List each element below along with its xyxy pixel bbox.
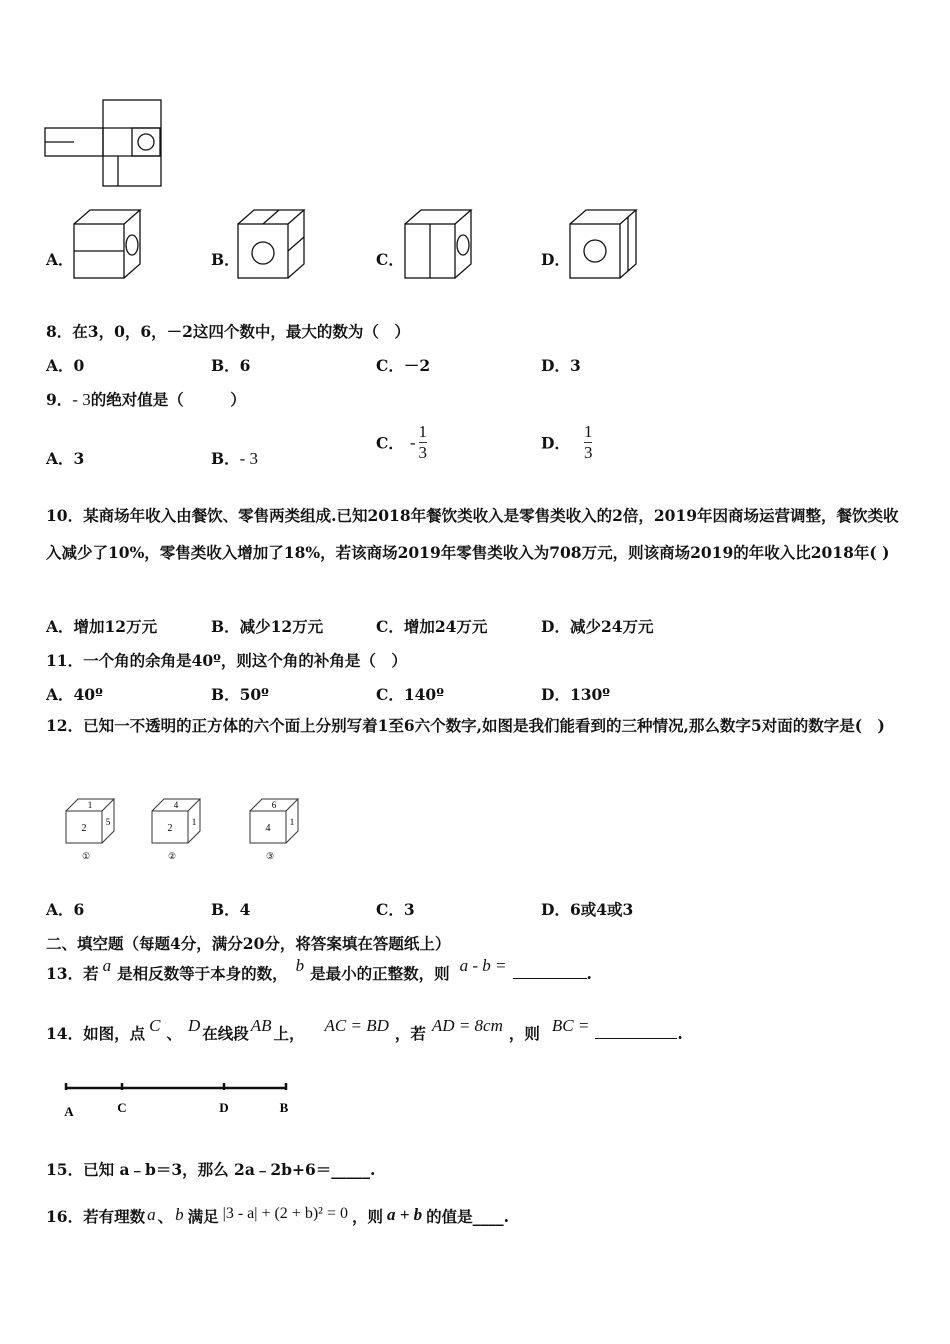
- q7-option-c-cube: [403, 208, 477, 282]
- q9-option-c-fraction: [419, 422, 428, 463]
- q14-answer-blank[interactable]: [595, 1038, 677, 1039]
- q11-option-a: A．40º: [46, 685, 103, 704]
- q9-option-c: [376, 422, 427, 463]
- q9-value: - 3: [72, 390, 91, 409]
- q14-expression-3: BC =: [551, 1016, 590, 1035]
- q13-var-b: b: [295, 956, 305, 975]
- q9-option-d-fraction: [584, 422, 593, 463]
- q8-option-d: D．3: [541, 356, 581, 375]
- q10-option-b: B．减少12万元: [211, 617, 324, 636]
- q12-cube-3-side: 1: [289, 817, 295, 827]
- q13-text-2: 是最小的正整数，则: [310, 964, 450, 983]
- q14-text-3: ，若: [394, 1024, 426, 1043]
- q12-option-a: A．6: [46, 900, 85, 919]
- q11-stem: 11．一个角的余角是40º，则这个角的补角是（ ）: [46, 651, 407, 670]
- q8-option-a: A．0: [46, 356, 85, 375]
- q13-stem: [46, 956, 592, 984]
- q12-cube-2-label: ②: [167, 851, 177, 861]
- q16-equation: |3 - a| + (2 + b)² = 0: [222, 1205, 348, 1222]
- q16-number: 16．若有理数: [46, 1207, 146, 1226]
- q10-option-c: C．增加24万元: [376, 617, 488, 636]
- q8-option-b: B．6: [211, 356, 251, 375]
- q9-option-b-label: B．: [211, 449, 240, 468]
- q9-option-b: [211, 447, 258, 469]
- q7-option-d-label: D．: [541, 250, 570, 269]
- q13-end: .: [586, 964, 592, 983]
- q8-stem: 8．在3，0，6，－2这四个数中，最大的数为（ ）: [46, 322, 410, 341]
- q13-number: 13．若: [46, 964, 99, 983]
- q9-option-d: [541, 422, 592, 463]
- q14-point-a: A: [64, 1104, 74, 1119]
- q14-point-c: C: [117, 1100, 127, 1115]
- q12-cube-1: [64, 797, 124, 863]
- q14-text-1: 在线段: [202, 1024, 249, 1043]
- q13-answer-blank[interactable]: [513, 978, 587, 979]
- q11-option-d: D．130º: [541, 685, 611, 704]
- q12-cube-1-side: 5: [105, 817, 111, 827]
- q14-point-d: D: [219, 1100, 229, 1115]
- q14-var-ab: AB: [250, 1016, 272, 1035]
- q10-option-a: A．增加12万元: [46, 617, 158, 636]
- q12-cube-1-top: 1: [87, 800, 93, 810]
- q16-expression: a + b: [386, 1205, 423, 1224]
- q16-text-2: ，则: [351, 1207, 383, 1226]
- q16-text-3: 的值是____.: [426, 1207, 510, 1226]
- q9-option-c-label: C．: [376, 433, 404, 453]
- q9-option-d-label: D．: [541, 433, 570, 453]
- q11-option-c: C．140º: [376, 685, 444, 704]
- q7-option-d-cube: [568, 208, 642, 282]
- q9-option-d-denominator: 3: [583, 443, 593, 462]
- q12-cube-3-label: ③: [265, 851, 275, 861]
- cube-net-figure: [44, 98, 166, 190]
- q14-point-b: B: [279, 1100, 289, 1115]
- q16-text-1: 满足: [187, 1207, 219, 1226]
- q12-cube-2-front: 2: [167, 823, 173, 834]
- q14-number: 14．如图，点: [46, 1024, 146, 1043]
- q14-text-4: ，则: [508, 1024, 540, 1043]
- q9-number: 9．: [46, 390, 73, 409]
- q9-option-b-value: - 3: [239, 449, 259, 468]
- q12-option-c: C．3: [376, 900, 415, 919]
- q12-cube-1-front: 2: [81, 823, 87, 834]
- q14-sep: 、: [166, 1024, 182, 1043]
- q10-option-d: D．减少24万元: [541, 617, 654, 636]
- q14-var-d: D: [187, 1016, 201, 1035]
- q7-option-b-cube: [236, 208, 310, 282]
- q12-cube-2-top: 4: [173, 800, 179, 810]
- q14-expression-2: AD = 8cm: [431, 1016, 503, 1035]
- q12-cube-3-front: 4: [265, 823, 271, 834]
- q14-var-c: C: [149, 1016, 161, 1035]
- q9-option-c-numerator: 1: [418, 422, 428, 441]
- q16-var-a: a: [147, 1205, 156, 1224]
- q12-cube-2: [150, 797, 210, 863]
- q7-option-a-label: A．: [46, 250, 74, 269]
- q14-stem: [46, 1016, 683, 1044]
- q7-option-b-label: B．: [211, 250, 240, 269]
- q10-stem: 10．某商场年收入由餐饮、零售两类组成.已知2018年餐饮类收入是零售类收入的2倍，2019年因商场运营调整，餐饮类收入减少了10%，零售类收入增加了18%，若该商场2019年零售类收入为708万元，则该商场2019的年收入比2018年( ): [46, 506, 899, 562]
- q9-option-a: A．3: [46, 449, 85, 468]
- q7-option-c-label: C．: [376, 250, 404, 269]
- q9-stem: [46, 388, 246, 410]
- q12-cube-3-top: 6: [271, 800, 277, 810]
- q9-option-d-numerator: 1: [583, 422, 593, 441]
- q9-option-c-sign: -: [409, 432, 416, 452]
- q14-segment-figure: [62, 1080, 294, 1120]
- q12-option-d: D．6或4或3: [541, 900, 634, 919]
- q9-option-c-denominator: 3: [418, 443, 428, 462]
- q14-end: .: [677, 1024, 683, 1043]
- q7-option-a-cube: [72, 208, 146, 282]
- section-2-heading: 二、填空题（每题4分，满分20分，将答案填在答题纸上）: [46, 934, 451, 953]
- q15-stem: 15．已知 a﹣b＝3，那么 2a﹣2b+6＝_____.: [46, 1160, 376, 1179]
- q13-expression: a - b =: [459, 956, 507, 975]
- q12-cube-1-label: ①: [81, 851, 91, 861]
- q8-option-c: C．－2: [376, 356, 431, 375]
- q16-stem: [46, 1205, 509, 1227]
- q12-cube-2-side: 1: [191, 817, 197, 827]
- q14-expression-1: AC = BD: [324, 1016, 389, 1035]
- q13-var-a: a: [102, 956, 112, 975]
- q12-option-b: B．4: [211, 900, 251, 919]
- q13-text-1: 是相反数等于本身的数，: [117, 964, 288, 983]
- q11-option-b: B．50º: [211, 685, 269, 704]
- q9-question: 的绝对值是（ ）: [90, 390, 246, 409]
- q14-text-2: 上，: [273, 1024, 305, 1043]
- q12-cube-3: [248, 797, 308, 863]
- q16-var-b: b: [175, 1205, 184, 1224]
- q12-stem: 12．已知一不透明的正方体的六个面上分别写着1至6六个数字,如图是我们能看到的三种情况,那么数字5对面的数字是( ): [46, 716, 885, 735]
- q16-sep: 、: [157, 1207, 174, 1226]
